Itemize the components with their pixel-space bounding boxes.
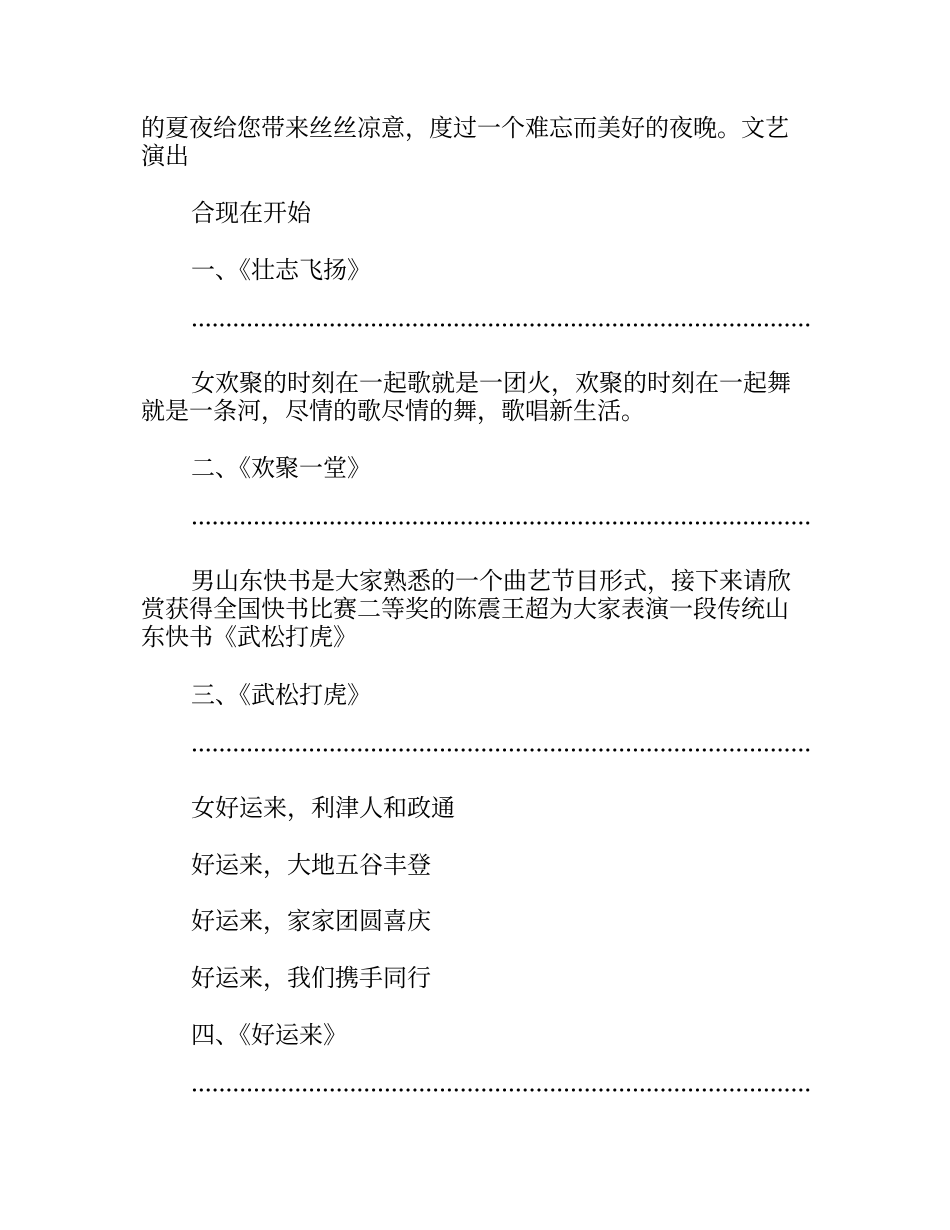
lyric-line-2: 好运来，大地五谷丰登 — [191, 851, 431, 879]
dotted-separator-3 — [191, 745, 811, 755]
paragraph-male-host: 男山东快书是大家熟悉的一个曲艺节目形式，接下来请欣赏获得全国快书比赛二等奖的陈震王超为大家表演一段传统山东快书《武松打虎》 — [141, 567, 791, 651]
program-title-4: 四、《好运来》 — [191, 1021, 347, 1049]
paragraph-start: 合现在开始 — [191, 199, 311, 227]
dotted-separator-2 — [191, 518, 811, 528]
paragraph-female-host-1: 女欢聚的时刻在一起歌就是一团火，欢聚的时刻在一起舞就是一条河，尽情的歌尽情的舞，歌唱新生活。 — [141, 369, 791, 425]
lyric-line-1: 女好运来，利津人和政通 — [191, 794, 455, 822]
paragraph-intro: 的夏夜给您带来丝丝凉意，度过一个难忘而美好的夜晚。文艺演出 — [141, 114, 789, 170]
lyric-line-4: 好运来，我们携手同行 — [191, 964, 431, 992]
dotted-separator-4 — [191, 1085, 811, 1095]
lyric-line-3: 好运来，家家团圆喜庆 — [191, 907, 431, 935]
dotted-separator-1 — [191, 320, 811, 330]
program-title-1: 一、《壮志飞扬》 — [191, 256, 371, 284]
program-title-2: 二、《欢聚一堂》 — [191, 454, 371, 482]
program-title-3: 三、《武松打虎》 — [191, 681, 371, 709]
